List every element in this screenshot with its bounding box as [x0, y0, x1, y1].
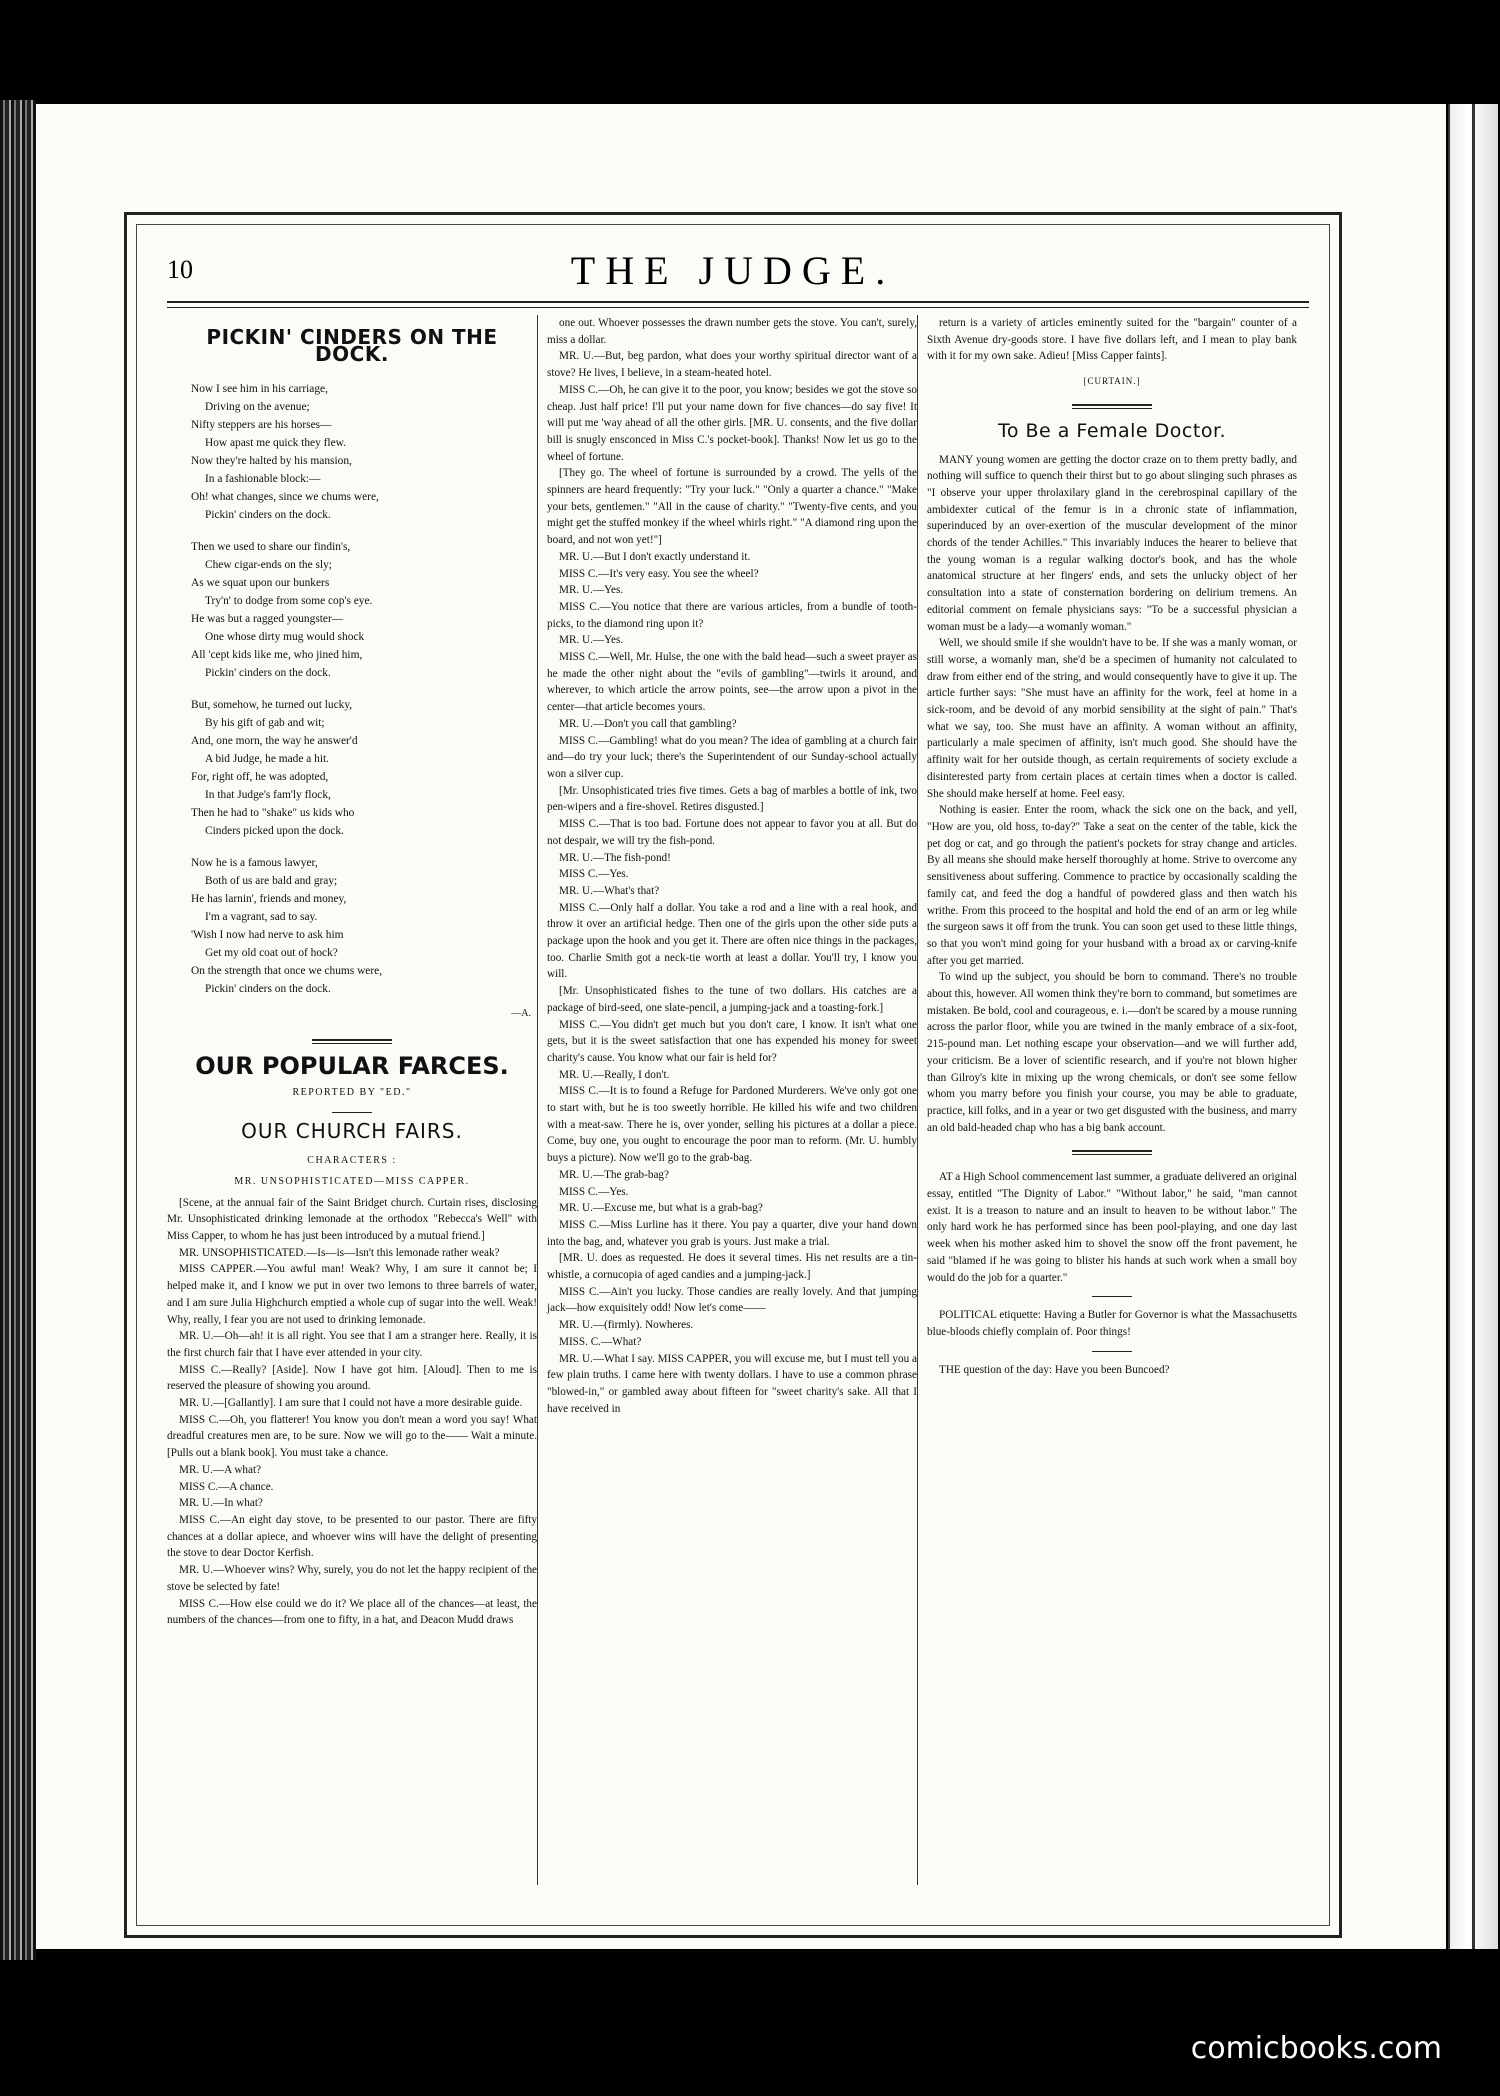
paragraph: MISS C.—Gambling! what do you mean? The idea of gambling at a church fair and—do try your luck; there's the Superintendent of our Sunday-school actually won a silver cup.	[547, 734, 917, 780]
paragraph: [MR. U. does as requested. He does it several times. His net results are a tin-whistle, a cornucopia of aged candies and a jumping-jack.]	[547, 1252, 917, 1282]
section-separator	[1072, 1150, 1152, 1155]
paragraph: POLITICAL etiquette: Having a Butler for Governor is what the Massachusetts blue-bloods chiefly complain of. Poor things!	[927, 1309, 1297, 1338]
page-frame	[124, 212, 1342, 1938]
reported-by: REPORTED BY "ED."	[292, 1086, 412, 1098]
paragraph: MISS C.—How else could we do it? We place all of the chances—at least, the numbers of the chances—from one to fifty, in a hat, and Deacon Mudd draws	[167, 1597, 537, 1627]
column-divider	[917, 315, 918, 1885]
page-number: 10	[167, 255, 193, 284]
paragraph: [Mr. Unsophisticated fishes to the tune of two dollars. His catches are a package of bird-seed, one slate-pencil, a jumping-jack and a toasting-fork.]	[547, 985, 917, 1014]
column-divider	[537, 315, 538, 1885]
paragraph: MR. U.—Oh—ah! it is all right. You see that I am a stranger here. Really, it is the first church fair that I have ever attended in your city.	[167, 1330, 537, 1359]
paragraph: MISS C.—It is to found a Refuge for Pardoned Murderers. We've only got one to start with, but he is too sweetly horrible. He killed his wife and two children with a meat-saw. There he is, over yonder, selling his pictures at a dollar a piece. Come, buy one, you ought to encourage the poor man to reform. (Mr. U. humbly buys a picture). Now we'll go to the grab-bag.	[547, 1085, 917, 1165]
paragraph: MISS C.—Ain't you lucky. Those candies are really lovely. And that jumping jack—how exquisitely odd! Now let's come——	[547, 1285, 917, 1315]
poem-line: And, one morn, the way he answer'd	[191, 735, 358, 748]
paragraph: MR. U.—But I don't exactly understand it.	[559, 550, 751, 563]
masthead-title: THE JUDGE.	[570, 248, 896, 293]
curtain-note: [CURTAIN.]	[1083, 376, 1141, 387]
paragraph: MISS C.—That is too bad. Fortune does not appear to favor you at all. But do not despair, we will try the fish-pond.	[547, 818, 917, 847]
column-3	[927, 315, 1297, 1378]
poem-line: Now they're halted by his mansion,	[191, 455, 352, 468]
paragraph: [They go. The wheel of fortune is surrounded by a crowd. The yells of the spinners are heard frequently: "Try your luck." "Only a quarter a chance." "Make your bets, gentlemen." "All in the cause of charity." "Twenty-five cents, and you might get the stuffed monkey if the wheel whirls right." "A diamond ring upon the board, and not won yet!"]	[547, 467, 917, 547]
poem-line: But, somehow, he turned out lucky,	[191, 699, 353, 712]
next-page-edge	[1448, 104, 1498, 1949]
poem-line: By his gift of gab and wit;	[205, 717, 325, 730]
paragraph: MISS C.—You didn't get much but you don't care, I know. It isn't what one gets, but it is the sweet satisfaction that one has expended his money for sweet charity's cause. You know what our fair is held for?	[547, 1018, 917, 1064]
poem-stanza	[191, 854, 537, 998]
paragraph: MISS C.—Yes.	[559, 1185, 629, 1198]
poem-line: Then we used to share our findin's,	[191, 541, 351, 554]
poem-stanza	[191, 380, 537, 524]
paragraph: one out. Whoever possesses the drawn number gets the stove. You can't, surely, miss a dollar.	[547, 317, 917, 346]
poem-line: He was but a ragged youngster—	[191, 613, 344, 626]
poem-line: Pickin' cinders on the dock.	[205, 667, 331, 680]
paragraph: MR. UNSOPHISTICATED.—Is—is—Isn't this lemonade rather weak?	[179, 1246, 500, 1259]
masthead-rule	[167, 301, 1309, 303]
poem-line: All 'cept kids like me, who jined him,	[191, 649, 363, 662]
paragraph: MR. U.—What's that?	[559, 884, 660, 897]
paragraph: MISS C.—You notice that there are various articles, from a bundle of tooth-picks, to the diamond ring upon it?	[547, 600, 917, 630]
paragraph: [Mr. Unsophisticated tries five times. Gets a bag of marbles a bottle of ink, two pen-wipers and a fire-shovel. Retires disgusted.]	[547, 784, 917, 814]
poem-line: Pickin' cinders on the dock.	[205, 983, 331, 996]
paragraph: MR. U.—Really, I don't.	[559, 1068, 670, 1081]
paragraph: THE question of the day: Have you been Buncoed?	[939, 1363, 1170, 1376]
poem-line: Chew cigar-ends on the sly;	[205, 559, 332, 572]
watermark: comicbooks.com	[1190, 2031, 1442, 2066]
short-rule	[332, 1112, 372, 1113]
church-fairs-heading: OUR CHURCH FAIRS.	[241, 1118, 463, 1143]
paragraph: [Scene, at the annual fair of the Saint Bridget church. Curtain rises, disclosing Mr. Unsophisticated drinking lemonade at the orthodox "Rebecca's Well" with Miss Capper, to whom he has just been introduced by a mutual friend.]	[167, 1196, 537, 1243]
farces-heading: OUR POPULAR FARCES.	[195, 1052, 509, 1081]
poem-line: For, right off, he was adopted,	[191, 771, 329, 784]
paragraph: MISS C.—Oh, he can give it to the poor, you know; besides we got the stove so cheap. Just half price! I'll put your name down for five chances—do say five! It will put me 'way ahead of all the other girls. [MR. U. consents, and the five dollar bill is snugly ensconced in Miss C.'s pocket-book]. Thanks! Now let us go to the wheel of fortune.	[547, 383, 917, 463]
paragraph: MR. U.—Yes.	[559, 634, 624, 647]
poem-stanza	[191, 538, 537, 682]
short-rule	[1092, 1351, 1132, 1352]
poem-line: Pickin' cinders on the dock.	[205, 509, 331, 522]
paragraph: MR. U.—In what?	[179, 1497, 263, 1510]
poem-line: On the strength that once we chums were,	[191, 965, 383, 978]
section-separator	[312, 1039, 392, 1044]
female-doctor-heading: To Be a Female Doctor.	[997, 419, 1227, 442]
poem-line: Now he is a famous lawyer,	[191, 857, 318, 870]
masthead-rule-thin	[167, 307, 1309, 308]
paragraph: MISS C.—Miss Lurline has it there. You pay a quarter, dive your hand down into the bag, and, whatever you grab is yours. Just make a trial.	[547, 1218, 917, 1248]
paragraph: MISS C.—Only half a dollar. You take a rod and a line with a real hook, and throw it over an artificial hedge. Then one of the girls upon the other side puts a package upon the hook and you get it. There are often nice things in the packages, too. Charlie Smith got a neck-tie worth at least a dollar. You'll try, I know you will.	[547, 901, 917, 981]
poem-line: 'Wish I now had nerve to ask him	[191, 929, 344, 942]
paragraph: AT a High School commencement last summer, a graduate delivered an original essay, entitled "The Dignity of Labor." "Without labor," he said, "man cannot exist. It is a treason to nature and an insult to heaven to be without labor." The only hard work he has performed since has been pool-playing, and one day last week when his mother asked him to shovel the snow off the front pavement, he said "blamed if he was going to blister his hands at such work when a small boy would do the job for a quarter."	[927, 1171, 1297, 1284]
poem-line: In a fashionable block:—	[205, 473, 321, 486]
paragraph: Nothing is easier. Enter the room, whack the sick one on the back, and yell, "How are you, old hoss, to-day?" Take a seat on the center of the table, kick the pet dog or cat, and go through the patient's pockets for stray change and articles. By all means she should make herself thoroughly at home. Strive to overcome any sensitiveness about suffering. Commence to practice by occasionally scalding the family cat, and feed the dog a handful of powdered glass and then watch his writhe. From this proceed to the hospital and hold the end of an arm or leg while the surgeon saws it off from the trunk. You can soon get used to these little things, so that you won't mind going for your husband with a broad ax or carving-knife after you get married.	[927, 804, 1297, 967]
poem-line: As we squat upon our bunkers	[191, 577, 330, 590]
characters-list: MR. UNSOPHISTICATED—MISS CAPPER.	[234, 1175, 470, 1187]
paragraph: MR. U.—Yes.	[559, 584, 624, 597]
book-binding	[0, 100, 36, 1960]
paragraph: MR. U.—Whoever wins? Why, surely, you do not let the happy recipient of the stove be selected by fate!	[167, 1564, 537, 1593]
paragraph: MR. U.—A what?	[179, 1463, 262, 1476]
poem-line: Nifty steppers are his horses—	[191, 419, 332, 432]
section-separator	[1072, 404, 1152, 409]
paragraph: MISS C.—Well, Mr. Hulse, the one with the bald head—such a sweet prayer as he made the other night about the "evils of gambling"—twirls it around, and wherever, to which article the arrow points, see—the arrow upon a pivot in the center—that article becomes yours.	[547, 651, 917, 714]
poem-line: Driving on the avenue;	[205, 401, 310, 414]
poem-stanza	[191, 696, 537, 840]
paragraph: MR. U.—But, beg pardon, what does your worthy spiritual director want of a stove? He lives, I believe, in a steam-heated hotel.	[547, 350, 917, 380]
paragraph: Well, we should smile if she wouldn't have to be. If she was a manly woman, or still worse, a womanly man, she'd be a specimen of humanity not calculated to draw from either end of the string, and would consequently have to give it up. The article further says: "She must have an affinity for the work, feel at home in a sick-room, and be devoid of any morbid sensibility at the sight of pain." That's what we say, too. She must have an affinity. A woman without an affinity, particularly a male specimen of affinity, isn't much good. She should have the affinity wait for her outside though, as certain requirements of society exclude a disinterested party from certain places at certain times when a doctor is called. She should make herself at home. Feel easy.	[927, 637, 1297, 800]
paragraph: MR. U.—(firmly). Nowheres.	[559, 1319, 694, 1332]
paragraph: MR. U.—The grab-bag?	[559, 1168, 669, 1181]
poem-line: One whose dirty mug would shock	[205, 631, 365, 644]
paragraph: MR. U.—The fish-pond!	[559, 851, 671, 864]
poem-line: In that Judge's fam'ly flock,	[205, 789, 331, 802]
poem-line: A bid Judge, he made a hit.	[205, 753, 330, 766]
poem-line: He has larnin', friends and money,	[191, 893, 347, 906]
poem-line: Try'n' to dodge from some cop's eye.	[205, 595, 373, 608]
short-rule	[1092, 1296, 1132, 1297]
poem-line: Cinders picked upon the dock.	[205, 825, 344, 838]
paragraph: MISS C.—It's very easy. You see the wheel?	[559, 567, 759, 580]
poem-line: Get my old coat out of hock?	[205, 947, 338, 960]
poem-line: Both of us are bald and gray;	[205, 875, 338, 888]
column-1	[167, 315, 537, 1629]
paragraph: MR. U.—Excuse me, but what is a grab-bag?	[559, 1202, 763, 1215]
poem-line: Now I see him in his carriage,	[191, 383, 328, 396]
poem-line: Then he had to "shake" us kids who	[191, 807, 355, 820]
paragraph: MISS C.—Yes.	[559, 868, 629, 881]
poem-line: How apast me quick they flew.	[205, 437, 346, 450]
paragraph: MANY young women are getting the doctor craze on to them pretty badly, and nothing will suffice to quench their thirst but to go about slinging such phrases as "I observe your upper throlaxilary gland in the cerebrospinal capillary of the ambidexter cutical of the femur is in a chronic state of inflammation, superinduced by an over-exertion of the muscular development of the minor chords of the tender Achilles." This invariably induces the hearer to believe that the young woman is a regular walking doctor's book, and has the whole anatomical structure at her fingers' ends, and sets the unlucky object of her consultation into a state of consternation bordering on delirium tremens. An editorial comment on female physicians says: "To be a successful physician a woman must be a lady—a womanly woman."	[927, 453, 1297, 633]
paragraph: To wind up the subject, you should be born to command. There's no trouble about this, however. All women think they're born to command, but sometimes are mistaken. Be bold, cool and courageous, e. i.—don't be scared by a mouse running across the parlor floor, while you are twined in the manly embrace of a six-foot, 215-pound man. Let nothing escape your observation—and we will further add, your criticism. Be a lover of scientific research, and if you're not blown higher than Gilroy's kite in mixing up the wrong chemicals, or don't see some fellow whom you marry before you finish your course, you may be able to graduate, practice, kill folks, and in a year or two get disgusted with the business, and marry an old bald-headed chap who has a big bank account.	[927, 971, 1297, 1134]
paragraph: return is a variety of articles eminently suited for the "bargain" counter of a Sixth Avenue dry-goods store. I have five dollars left, and I mean to play bank with it for my own sake. Adieu! [Miss Capper faints].	[927, 317, 1297, 363]
paragraph: MISS CAPPER.—You awful man! Weak? Why, I am sure it cannot be; I helped make it, and I know we put in over two lemons to three barrels of water, and I am sure Julia Highchurch emptied a whole cup of sugar into the well. Weak! Why, really, I fear you are not used to drinking lemonade.	[167, 1263, 537, 1326]
poem-line: I'm a vagrant, sad to say.	[205, 911, 318, 924]
paragraph: MISS C.—Really? [Aside]. Now I have got him. [Aloud]. Then to me is reserved the pleasure of showing you around.	[167, 1363, 537, 1393]
characters-label: CHARACTERS :	[307, 1155, 397, 1167]
paragraph: MR. U.—[Gallantly]. I am sure that I could not have a more desirable guide.	[179, 1397, 523, 1410]
poem-title: PICKIN' CINDERS ON THE DOCK.	[206, 325, 498, 366]
paragraph: MISS C.—A chance.	[179, 1480, 274, 1493]
paragraph: MISS C.—An eight day stove, to be presented to our pastor. There are fifty chances at a dollar apiece, and whoever wins will have the delight of presenting the stove to dear Doctor Kerfish.	[167, 1513, 537, 1560]
paragraph: MISS C.—Oh, you flatterer! You know you don't mean a word you say! What dreadful creatures men are, to be sure. Now we will go to the—— Wait a minute. [Pulls out a blank book]. You must take a chance.	[167, 1413, 537, 1460]
paragraph: MR. U.—Don't you call that gambling?	[559, 717, 737, 730]
column-2	[547, 315, 917, 1417]
poem-line: Oh! what changes, since we chums were,	[191, 491, 379, 504]
poem-signature: —A.	[511, 1008, 531, 1020]
paragraph: MISS. C.—What?	[559, 1335, 642, 1348]
paragraph: MR. U.—What I say. MISS CAPPER, you will excuse me, but I must tell you a few plain truths. I came here with twenty dollars. I have to use a common phrase "blowed-in," or gambled away about fifteen for "sweet charity's sake. All that I have received in	[547, 1352, 917, 1415]
